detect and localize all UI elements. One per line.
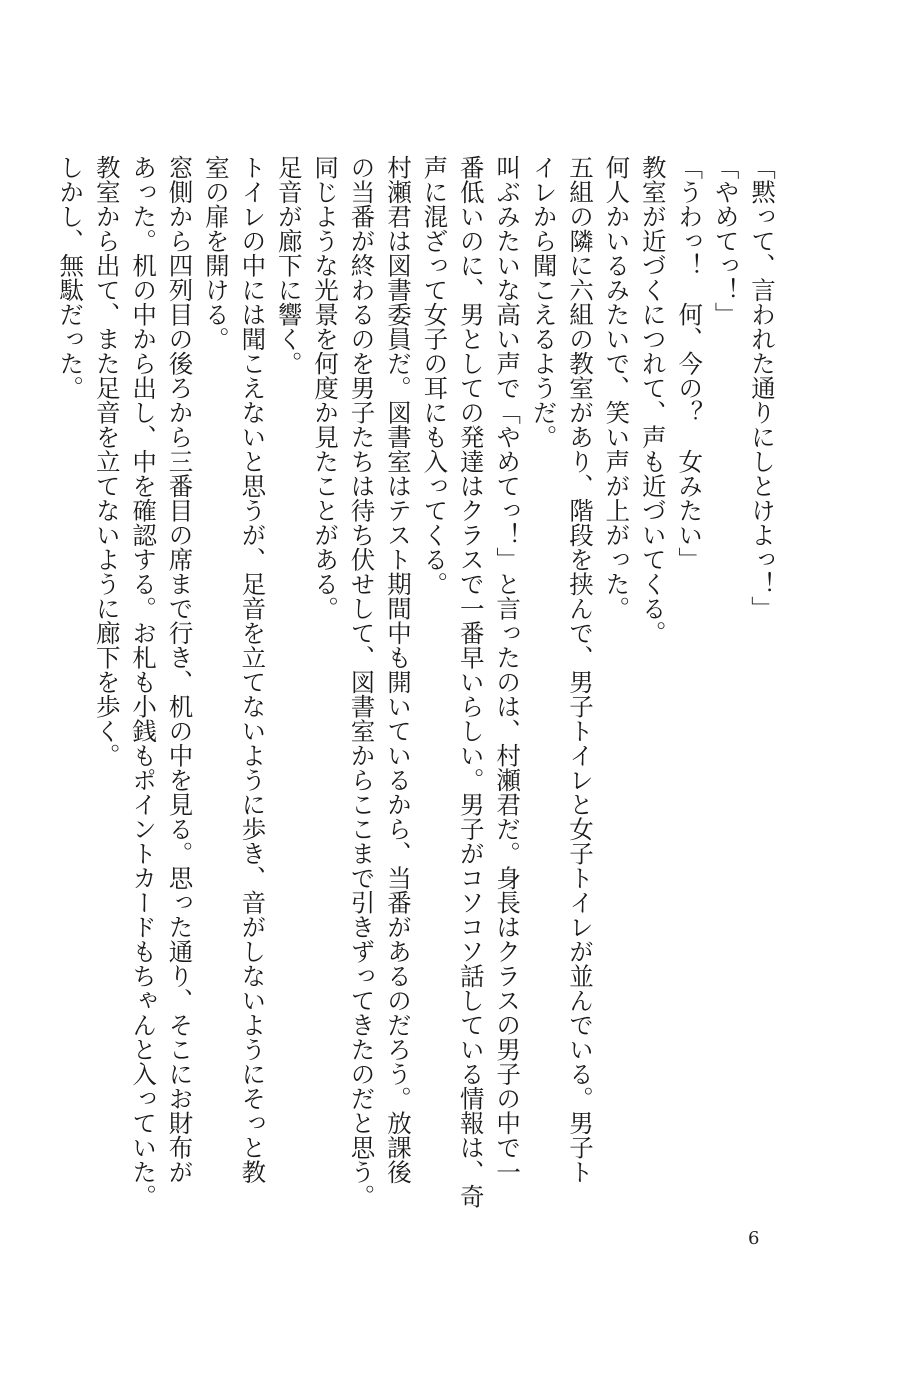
- text-line: 室の扉を開ける。: [201, 155, 231, 351]
- text-line: 叫ぶみたいな高い声で「やめてっ！」と言ったのは、村瀬君だ。身長はクラスの男子の中で一: [493, 155, 523, 1184]
- text-line: 五組の隣に六組の教室があり、階段を挟んで、男子トイレと女子トイレが並んでいる。男子ト: [565, 155, 595, 1184]
- text-line: の当番が終わるのを男子たちは待ち伏せして、図書室からここまで引きずってきたのだと思う。: [347, 155, 377, 1209]
- text-line: トイレの中には聞こえないと思うが、足音を立てないように歩き、音がしないようにそっと教: [238, 155, 268, 1184]
- text-line: 番低いのに、男としての発達はクラスで一番早いらしい。男子がコソコソ話している情報は、奇: [456, 155, 486, 1209]
- text-line: 「やめてっ！」: [711, 155, 741, 327]
- text-line: イレから聞こえるようだ。: [529, 155, 559, 449]
- text-line: しかし、無駄だった。: [56, 155, 86, 400]
- text-line: 何人かいるみたいで、笑い声が上がった。: [602, 155, 632, 621]
- text-line: 足音が廊下に響く。: [274, 155, 304, 376]
- text-line: 教室が近づくにつれて、声も近づいてくる。: [638, 155, 668, 645]
- text-line: 「黙って、言われた通りにしとけよっ！」: [748, 155, 777, 621]
- vertical-text-block: [0, 155, 780, 1215]
- text-line: 教室から出て、また足音を立てないように廊下を歩く。: [92, 155, 122, 768]
- text-line: 同じような光景を何度か見たことがある。: [311, 155, 341, 621]
- text-line: 「うわっ！ 何、今の？ 女みたい」: [675, 155, 705, 572]
- page-number: 6: [748, 1228, 760, 1249]
- text-line: 村瀬君は図書委員だ。図書室はテスト期間中も開いているから、当番があるのだろう。放課後: [383, 155, 413, 1184]
- text-line: 窓側から四列目の後ろから三番目の席まで行き、机の中を見る。思った通り、そこにお財布が: [165, 155, 195, 1184]
- text-line: 声に混ざって女子の耳にも入ってくる。: [420, 155, 450, 596]
- text-line: あった。机の中から出し、中を確認する。お札も小銭もポイントカードもちゃんと入っていた。: [129, 155, 159, 1209]
